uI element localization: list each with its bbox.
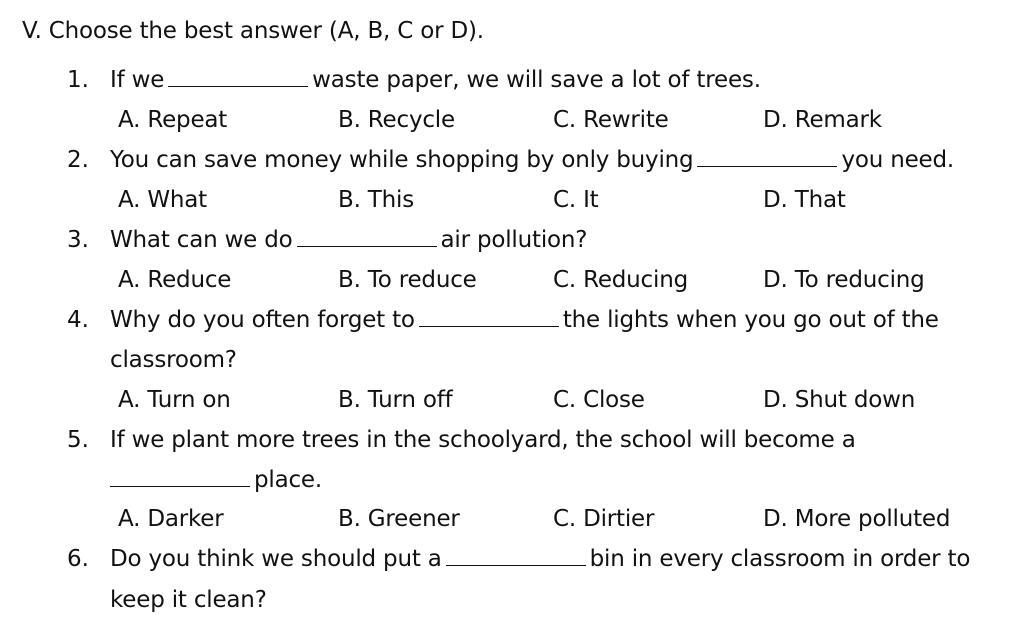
question-2-stem <box>110 146 954 174</box>
question-5-blank <box>110 468 250 487</box>
question-4-option-c: C. Close <box>553 387 645 413</box>
question-1-text-before: If we <box>110 67 165 93</box>
question-5-option-b: B. Greener <box>338 506 460 532</box>
question-5-number: 5. <box>67 427 89 453</box>
question-2-option-c: C. It <box>553 187 599 213</box>
question-5-option-c: C. Dirtier <box>553 506 655 532</box>
question-1-option-d: D. Remark <box>763 107 882 133</box>
section-heading: V. Choose the best answer (A, B, C or D). <box>22 18 484 44</box>
question-4-stem <box>110 306 939 334</box>
question-2-blank <box>697 148 837 167</box>
question-6-number: 6. <box>67 546 89 572</box>
question-5-option-d: D. More polluted <box>763 506 951 532</box>
question-5-option-a: A. Darker <box>118 506 224 532</box>
question-3-stem <box>110 226 587 254</box>
question-4-option-d: D. Shut down <box>763 387 916 413</box>
question-5-stem: If we plant more trees in the schoolyard, the school will become a <box>110 427 856 453</box>
question-1-stem <box>110 66 761 94</box>
question-1-option-b: B. Recycle <box>338 107 455 133</box>
question-2-option-a: A. What <box>118 187 207 213</box>
question-4-stem-line-2: classroom? <box>110 347 237 373</box>
question-1-blank <box>168 68 308 87</box>
question-2-option-d: D. That <box>763 187 846 213</box>
question-1-option-a: A. Repeat <box>118 107 228 133</box>
question-4-option-a: A. Turn on <box>118 387 231 413</box>
question-1-text-after: waste paper, we will save a lot of trees. <box>312 67 761 93</box>
question-2-text-before: You can save money while shopping by only buying <box>110 147 694 173</box>
question-4-text-before: Why do you often forget to <box>110 307 415 333</box>
question-3-number: 3. <box>67 227 89 253</box>
question-3-text-after: air pollution? <box>440 227 588 253</box>
question-3-option-d: D. To reducing <box>763 267 925 293</box>
question-3-option-a: A. Reduce <box>118 267 232 293</box>
question-4-blank <box>419 308 559 327</box>
question-5-text-after: place. <box>254 467 322 493</box>
question-2-text-after: you need. <box>841 147 954 173</box>
question-3-option-c: C. Reducing <box>553 267 688 293</box>
question-6-stem-line-2: keep it clean? <box>110 587 267 613</box>
question-6-text-before: Do you think we should put a <box>110 546 442 572</box>
question-4-number: 4. <box>67 307 89 333</box>
question-6-text-after: bin in every classroom in order to <box>589 546 971 572</box>
question-6-blank <box>446 547 586 566</box>
question-6-stem <box>110 545 970 573</box>
question-4-option-b: B. Turn off <box>338 387 453 413</box>
question-3-text-before: What can we do <box>110 227 293 253</box>
question-2-number: 2. <box>67 147 89 173</box>
question-4-text-after: the lights when you go out of the <box>562 307 939 333</box>
question-1-option-c: C. Rewrite <box>553 107 669 133</box>
question-3-blank <box>297 228 437 247</box>
question-5-stem-line-2 <box>110 466 322 494</box>
question-3-option-b: B. To reduce <box>338 267 477 293</box>
question-2-option-b: B. This <box>338 187 415 213</box>
question-1-number: 1. <box>67 67 89 93</box>
